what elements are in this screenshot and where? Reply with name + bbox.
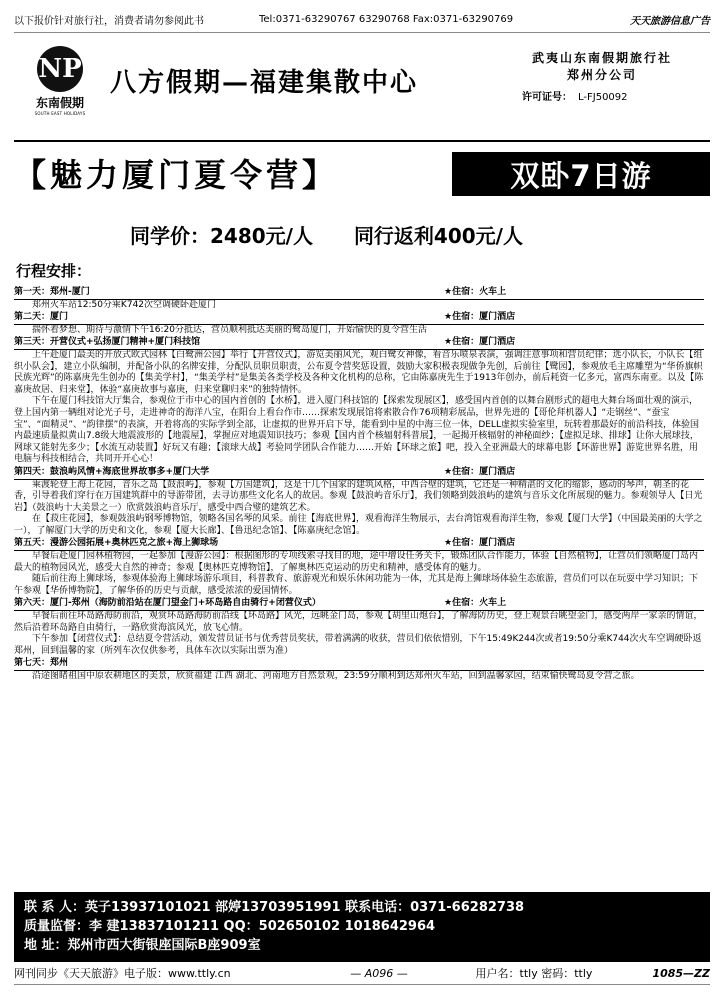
quality-supervision: 质量监督：李 建13837101211 QQ：502650102 1018642964 bbox=[24, 919, 436, 934]
banner-sub: 双卧7日游 bbox=[452, 152, 710, 196]
address: 地 址：郑州市西大街银座国际B座909室 bbox=[24, 938, 261, 953]
day-title: 第四天：鼓浪屿风情+海底世界故事多+厦门大学 bbox=[14, 466, 210, 477]
price-line bbox=[130, 220, 557, 249]
day-stay: ★住宿：厦门酒店 bbox=[444, 312, 516, 323]
logo bbox=[30, 46, 90, 126]
day-stay bbox=[444, 658, 704, 670]
banner bbox=[14, 148, 710, 206]
day-header bbox=[14, 538, 704, 551]
day-title: 第二天：厦门 bbox=[14, 312, 69, 323]
day-header bbox=[14, 337, 704, 350]
day-header bbox=[14, 312, 704, 325]
day-title: 第六天：厦门-郑州（海防前沿站在厦门望金门+环岛路自由骑行+闭营仪式） bbox=[14, 598, 321, 609]
day-paragraph: 沿途图睹祖国中原农耕地区的美景，欣赏福建 江西 湖北、河南地方自然景观，23:59分顺利到达郑州火车站，回到温馨家园，结束愉快鹭岛夏令营之旅。 bbox=[32, 671, 640, 681]
day-paragraph: 早餐后前往环岛路海防前沿，观赏环岛路海防前沿线【环岛路】风光，远眺金门岛，参观【胡里山炮台】，了解海防历史，登上观景台眺望金门，感受两岸一家亲的情谊，然后沿着环岛路自由骑行，一路欣赏海滨风光，放飞心情。 bbox=[14, 611, 703, 633]
day-paragraph: 上午赴厦门最美的开放式欧式园林【白鹭洲公园】举行【开营仪式】，游览美丽风光，观白鹭女神像，看音乐喷泉表演，强调注意事项和营员纪律；选小队长，小队长【组织小队会】，建立小队编制，并配备小队的名牌安排，分配队员职员职责，公布夏令营奖惩设置，鼓励大家积极表现做争先创，后前往【鹭园】，参观放毛主席雕塑为“华侨旗帜 民族光辉”的陈嘉庚先生创办的【集美学村】，“集美学村”是集美各类学校及各种文化机构的总称，它由陈嘉庚先生于1913年创办，前后耗资一亿多元，富西东南亚。以及【陈嘉庚故居、归来堂】，体验“嘉庚故事与嘉庚，归来堂聊归来”的独特情怀。 bbox=[14, 349, 704, 395]
contact-persons: 联 系 人：英子13937101021 部婷13703951991 联系电话：0371-66282738 bbox=[24, 900, 525, 915]
day-header bbox=[14, 287, 704, 300]
day-header bbox=[14, 467, 704, 480]
day-stay: ★住宿：厦门酒店 bbox=[444, 538, 516, 549]
student-price: 同学价：2480元/人 bbox=[130, 224, 313, 248]
ad-code: 1085—ZZ bbox=[652, 966, 710, 980]
top-notice: 以下报价针对旅行社，消费者请勿参阅此书 bbox=[14, 15, 204, 27]
day-header bbox=[14, 658, 704, 671]
license-label: 许可证号： bbox=[522, 92, 572, 103]
contact-box bbox=[14, 892, 710, 962]
day-stay: ★住宿：火车上 bbox=[444, 287, 507, 297]
day-paragraph: 下午在厦门科技馆大厅集合，参观位于市中心的国内首创的【水桥】，进入厦门科技馆的【探索发现展区】，感受国内首创的以舞台剧形式的超电大舞台场面壮观的演示，登上国内第一辆组对论光子号，走进神奇的海洋八宝，在阳台上看台作市……探索发现展馆将索散合作76项精彩展品，世界先进的【哥伦拜机器人】“走钢丝”、“蚕宝宝”、“面精灵”、“韵律摆”的表演，开着将高的实际学到全部，让虚拟的世界开启下导，能看到中星的中海三位一体，DELL虚拟实验室里，玩转着那最好的前沿科技，体验国内最速质量拟黄山7.8级大地震波形的【地震屋】，掌握应对地震知识技巧；参观【国内首个核辐射科普展】，一起揭开核辐射的神秘面纱；【虚拟足球、排球】让你大展球技，网球又能射先多少；【水流互动装置】好玩又有趣；【滚球大战】考验同学团队合作能力……开始【环球之旅】吧，投入全亚洲最大的球幕电影【环游世界】游览世界名胜，用电脑与科技相结合，共同开开心心！ bbox=[14, 396, 699, 465]
top-brand: 天天旅游信息广告 bbox=[630, 15, 710, 27]
logo-mark: NP bbox=[37, 46, 83, 92]
schedule-heading: 行程安排： bbox=[16, 262, 92, 280]
day-paragraph: 乘渡轮登上海上花园，音乐之岛【鼓浪屿】，参观【万国建筑】，这是十几个国家的建筑风格，中西合壁的建筑，它还是一种精湛的文化的缩影，感动的琴声，朝圣的花香，引导着我们穿行在万国建筑群中的导游带团，去寻访那些文化名人的故居。参观【鼓浪屿音乐厅】，我们领略到鼓浪屿的建筑与音乐文化所展现的魅力。参观领导人【日光岩】（鼓浪屿十大美景之一）欣赏鼓浪屿音乐厅，感受中西合璧的建筑艺术。 bbox=[14, 479, 703, 513]
banner-main: 【魅力厦门夏令营】 bbox=[14, 150, 338, 196]
day-paragraph: 随后前往海上狮球场，参观体验海上狮球场游乐项目，科普教育、旅游观光和娱乐休闲功能为一体，尤其是海上狮球场体验生态旅游，营员们可以在玩耍中学习知识；下午参观【华侨博物院】，了解华侨的历史与贡献，感受浓浓的爱国情怀。 bbox=[14, 574, 699, 596]
day-paragraph: 在【菽庄花园】，参观鼓浪屿钢琴博物馆，领略各国名琴的风采。前往【海底世界】，观看海洋生物展示，去台湾馆观看海洋生物，参观【厦门大学】（中国最美丽的大学之一），了解厦门大学的历史和文化，参观【厦大长廊】、【鲁迅纪念馆】、【陈嘉庚纪念馆】。 bbox=[14, 514, 703, 536]
footer bbox=[14, 962, 710, 985]
agency-name bbox=[502, 50, 702, 84]
day-stay: ★住宿：火车上 bbox=[444, 598, 507, 609]
day-title: 第三天：开营仪式+弘扬厦门精神+厦门科技馆 bbox=[14, 337, 201, 348]
day-title: 第七天：郑州 bbox=[14, 658, 69, 669]
rebate-price: 同行返利400元/人 bbox=[353, 224, 523, 248]
login-info: 用户名：ttly 密码：ttly bbox=[475, 967, 593, 980]
header-title: 八方假期—福建集散中心 bbox=[110, 68, 419, 98]
logo-cn: 东南假期 bbox=[35, 96, 84, 110]
day-title: 第一天：郑州-厦门 bbox=[14, 287, 90, 297]
agency-line1: 武夷山东南假期旅行社 bbox=[531, 51, 672, 65]
day-title: 第五天：漫游公园拓展+奥林匹克之旅+海上狮球场 bbox=[14, 538, 219, 549]
day-header bbox=[14, 598, 704, 611]
day-stay: ★住宿：厦门酒店 bbox=[444, 466, 516, 477]
day-paragraph: 早餐后赴厦门园林植物园，一起参加【漫游公园】：根据图形的专项线索寻找目的地，途中增设任务关卡，锻炼团队合作能力，体验【自然植物】，让营员们领略厦门岛内最大的植物园风光，感受大自然的神奇；参观【奥林匹克博物馆】，了解奥林匹克运动的历史和精神，感受体育的魅力。 bbox=[14, 551, 699, 573]
itinerary bbox=[14, 286, 704, 890]
top-bar bbox=[14, 6, 710, 33]
day-paragraph: 郑州火车站12:50分乘K742次空调硬卧赴厦门 bbox=[32, 299, 217, 310]
footer-sync: 网刊同步《天天旅游》电子版：www.ttly.cn bbox=[14, 967, 231, 980]
header bbox=[14, 40, 710, 142]
license bbox=[522, 88, 628, 103]
logo-en: SOUTH EAST HOLIDAYS bbox=[34, 111, 86, 116]
day-stay: ★住宿：厦门酒店 bbox=[444, 337, 516, 348]
license-number: L-FJ50092 bbox=[578, 92, 628, 103]
top-contact: Tel:0371-63290767 63290768 Fax:0371-63290769 bbox=[259, 13, 514, 25]
day-paragraph: 下午参加【闭营仪式】：总结夏令营活动，颁发营员证书与优秀营员奖状，带着满满的收获，营员们依依惜别，下午15:49K244次或者19:50分乘K744次火车空调硬卧返郑州，回到温馨的家（所列车次仅供参考，具体车次以实际出票为准） bbox=[14, 634, 702, 656]
day-paragraph: 揣怀着梦想、期待与激情下午16:20分抵达，营员顺利抵达美丽的鹭岛厦门，开始愉快的夏令营生活 bbox=[32, 324, 427, 335]
page-number: — A096 — bbox=[350, 966, 408, 980]
agency-line2: 郑州分公司 bbox=[566, 68, 637, 82]
